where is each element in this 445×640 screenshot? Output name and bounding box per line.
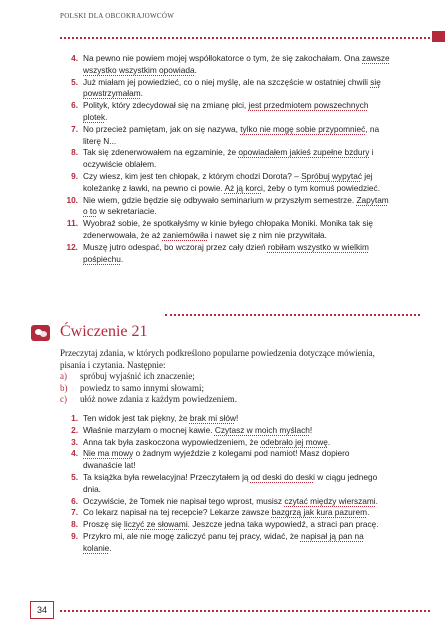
item-number: 1.: [71, 413, 78, 423]
underlined-phrase: tylko nie mogę sobie przypomnieć: [240, 123, 366, 134]
item-number: 11.: [66, 218, 78, 229]
item-number: 9.: [71, 170, 78, 181]
subtask-text: ułóż nowe zdania z każdym powiedzeniem.: [80, 394, 237, 405]
underlined-phrase: robiłam wszystko w wielkim pośpiechu: [83, 241, 369, 264]
underlined-phrase: Zapytam o to: [83, 194, 389, 217]
item-number: 8.: [71, 147, 78, 158]
exercise-title: Ćwiczenie 21: [60, 323, 148, 340]
sentence-text: . Jeszcze jedna taka wypowiedź, a straci pan pracę.: [187, 519, 379, 530]
sentence-text: Ta książka była rewelacyjna! Przeczytałem ją: [83, 471, 251, 482]
running-header: POLSKI DLA OBCOKRAJOWCÓW: [60, 12, 175, 20]
item-number: 6.: [71, 495, 78, 506]
subtask-letter: c): [60, 394, 67, 405]
underlined-phrase: napisał ją pan na kolanie: [83, 530, 364, 553]
footer-divider: [60, 610, 430, 612]
item-number: 5.: [71, 471, 78, 482]
underlined-phrase: odebrało jej mowę: [260, 436, 328, 447]
sentence-text: Na pewno nie powiem mojej współlokatorce o tym, że się zakochałam. Ona: [83, 53, 362, 63]
item-number: 10.: [66, 194, 78, 205]
sentence-item: [60, 147, 390, 171]
exercise-instructions: [60, 348, 390, 406]
sentence-text: w ciągu jednego dnia.: [83, 471, 378, 494]
sentence-text: w sekretariacie.: [96, 206, 157, 217]
underlined-phrase: czytać między wierszami: [284, 495, 376, 506]
sentence-list-2: [60, 413, 390, 555]
sentence-text: Muszę jutro odespać, bo wczoraj przez cały dzień: [83, 241, 268, 252]
header-divider: [60, 37, 430, 39]
sentence-text: Polityk, który zdecydował się na zmianę płci,: [83, 100, 249, 111]
subtask-letter: b): [60, 382, 68, 393]
sentence-text: o żadnym wyjeździe z kolegami pod namiot! Masz dopiero dwanaście lat!: [83, 448, 350, 471]
sentence-text: Nie wiem, gdzie będzie się odbywało seminarium w przyszłym semestrze.: [83, 194, 357, 205]
sentence-item: [60, 448, 390, 472]
sentence-text: Czy wiesz, kim jest ten chłopak, z którym chodzi Dorota? –: [83, 170, 302, 181]
sentence-item: [60, 53, 390, 77]
underlined-phrase: bazgrzą jak kura pazurem: [271, 507, 368, 518]
sentence-item: [60, 100, 390, 124]
item-number: 9.: [71, 530, 78, 541]
sentence-text: jej koleżankę z ławki, na pewno ci powie.: [83, 170, 373, 193]
sentence-text: !: [235, 413, 239, 423]
subtask-c: [60, 394, 390, 406]
sentence-text: No przecież pamiętam, jak on się nazywa,: [83, 123, 241, 134]
subtask-letter: a): [60, 371, 67, 382]
sentence-text: i nawet się z nim nie przywitała.: [208, 229, 327, 240]
sentence-text: .: [375, 495, 378, 506]
item-number: 3.: [71, 436, 78, 447]
sentence-item: [60, 519, 390, 531]
underlined-phrase: Aż ją korci: [224, 182, 263, 193]
underlined-phrase: zaniemówiła: [162, 229, 209, 240]
sentence-text: Właśnie marzyłam o mocnej kawie.: [83, 424, 215, 435]
sentence-item: [60, 218, 390, 242]
sentence-text: Ten widok jest tak piękny, że: [83, 413, 190, 423]
sentence-item: [60, 195, 390, 219]
sentence-item: [60, 437, 390, 449]
sentence-text: .: [109, 542, 112, 553]
sentence-text: !: [309, 424, 313, 435]
subtask-text: spróbuj wyjaśnić ich znaczenie;: [80, 371, 195, 382]
underlined-phrase: opowiadałem jakieś zupełne bzdury: [238, 147, 370, 158]
item-number: 5.: [71, 76, 78, 87]
item-number: 6.: [71, 100, 78, 111]
sentence-item: [60, 425, 390, 437]
underlined-phrase: Spróbuj wypytać: [301, 170, 362, 181]
item-number: 8.: [71, 519, 78, 530]
subtask-a: [60, 371, 390, 383]
sentence-text: Co lekarz napisał na tej recepcie? Lekarze zawsze: [83, 507, 272, 518]
subtask-text: powiedz to samo innymi słowami;: [80, 382, 204, 393]
sentence-item: [60, 124, 390, 148]
sentence-item: [60, 496, 390, 508]
sentence-text: , żeby o tym komuś powiedzieć.: [262, 182, 380, 193]
sentence-text: Przykro mi, ale nie mogę zaliczyć panu tej pracy, widać, że: [83, 530, 301, 541]
sentence-item: [60, 171, 390, 195]
section-divider: [165, 314, 420, 316]
corner-tab: [432, 31, 445, 42]
sentence-text: i oczywiście oblałem.: [83, 147, 374, 170]
speech-bubbles-icon: [31, 325, 50, 341]
underlined-phrase: Nie ma mowy: [83, 448, 134, 459]
sentence-text: Proszę się: [83, 519, 125, 530]
item-number: 12.: [66, 241, 78, 252]
sentence-text: .: [194, 64, 197, 75]
sentence-item: [60, 472, 390, 496]
sentence-text: .: [105, 111, 108, 122]
sentence-text: Już miałam jej powiedzieć, co o niej myślę, ale na szczęście w ostatniej chwili: [83, 76, 371, 87]
sentence-text: Anna tak była zaskoczona wypowiedzeniem, że: [83, 436, 261, 447]
sentence-item: [60, 507, 390, 519]
page-number: 34: [30, 601, 54, 619]
item-number: 7.: [71, 123, 78, 134]
sentence-text: Oczywiście, że Tomek nie napisał tego wprost, musisz: [83, 495, 285, 506]
sentence-text: Tak się zdenerwowałem na egzaminie, że: [83, 147, 239, 158]
sentence-item: [60, 413, 390, 425]
sentence-list-1: [60, 53, 390, 265]
sentence-text: .: [367, 507, 370, 518]
underlined-phrase: od deski do deski: [250, 471, 315, 482]
subtask-b: [60, 383, 390, 395]
sentence-item: [60, 531, 390, 555]
item-number: 4.: [71, 53, 78, 63]
underlined-phrase: liczyć ze słowami: [124, 519, 188, 530]
sentence-item: [60, 77, 390, 101]
item-number: 7.: [71, 507, 78, 518]
underlined-phrase: się powstrzymałam: [83, 76, 381, 99]
underlined-phrase: jest przedmiotem powszechnych plotek: [83, 100, 369, 122]
sentence-text: , na literę N...: [83, 123, 380, 146]
sentence-text: .: [140, 88, 143, 99]
sentence-text: .: [327, 436, 331, 447]
underlined-phrase: zawsze wszystko wszystkim opowiada: [83, 53, 390, 75]
item-number: 4.: [71, 448, 78, 459]
sentence-item: [60, 242, 390, 266]
instruction-text: Przeczytaj zdania, w których podkreślono popularne powiedzenia dotyczące mówienia, pisania i czytania. Następnie:: [60, 348, 375, 370]
underlined-phrase: brak mi słów: [189, 413, 236, 423]
underlined-phrase: Czytasz w moich myślach: [214, 424, 310, 435]
sentence-text: Wyobraź sobie, że spotkałyśmy w kinie byłego chłopaka Moniki. Monika tak się zdenerwowała, że aż: [83, 218, 373, 240]
item-number: 2.: [71, 424, 78, 435]
sentence-text: .: [120, 253, 124, 264]
